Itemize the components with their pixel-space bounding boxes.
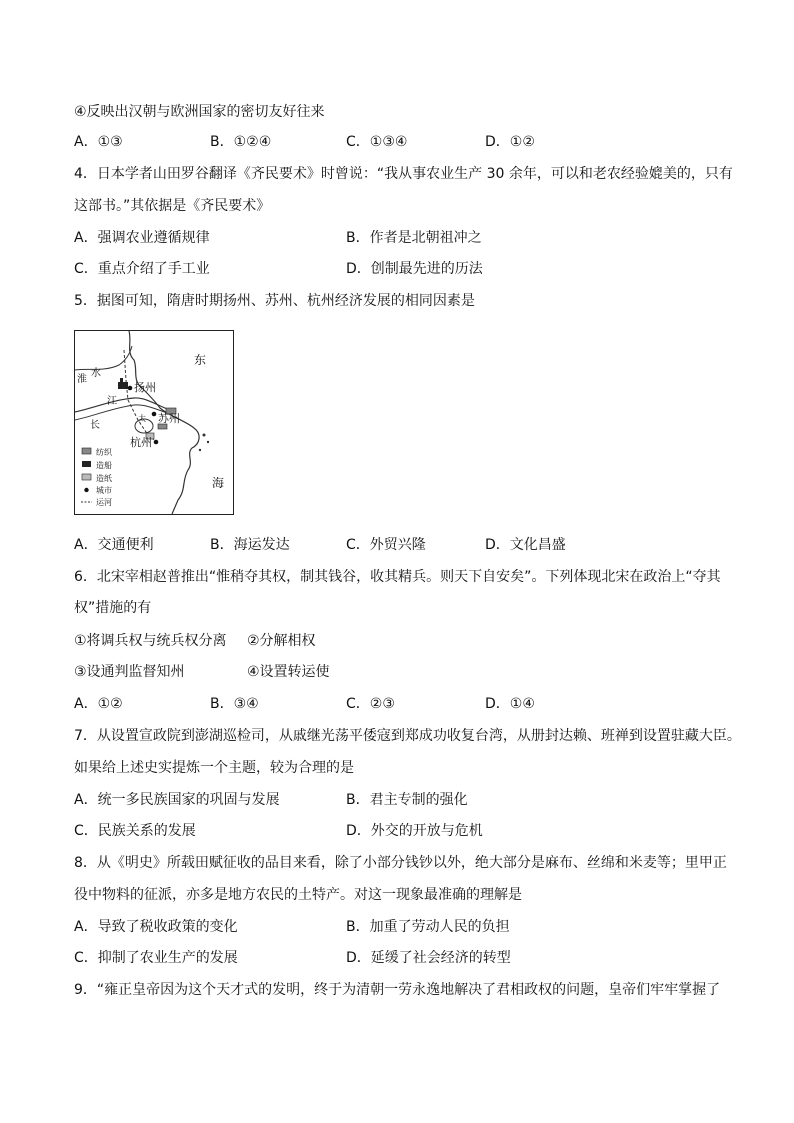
q8-option-c: C．抑制了农业生产的发展 bbox=[74, 950, 238, 966]
q7-option-a: A．统一多民族国家的巩固与发展 bbox=[74, 792, 280, 808]
q3-option-a: A．①③ bbox=[74, 134, 123, 150]
q6-option-a: A．①② bbox=[74, 696, 123, 712]
label-chang: 长 bbox=[90, 420, 100, 431]
legend-paper-icon bbox=[82, 474, 91, 480]
q3-option-d: D．①② bbox=[485, 134, 535, 150]
q8-option-b: B．加重了劳动人民的负担 bbox=[346, 919, 510, 935]
yangzhou-dot bbox=[128, 386, 133, 391]
q6-option-b: B．③④ bbox=[210, 696, 259, 712]
label-east: 东 bbox=[194, 353, 207, 367]
q6-item-3: ③设通判监督知州 bbox=[74, 664, 185, 680]
q5-option-b: B．海运发达 bbox=[210, 537, 290, 553]
q7-stem-line2: 如果给上述史实提炼一个主题，较为合理的是 bbox=[74, 760, 354, 776]
q6-item-1: ①将调兵权与统兵权分离 bbox=[74, 633, 227, 649]
legend-shipbuilding: 造船 bbox=[96, 461, 112, 470]
q3-item-4: ④反映出汉朝与欧洲国家的密切友好往来 bbox=[74, 104, 325, 120]
q7-option-c: C．民族关系的发展 bbox=[74, 823, 196, 839]
q8-option-d: D．延缓了社会经济的转型 bbox=[346, 950, 511, 966]
q6-option-d: D．①④ bbox=[485, 696, 535, 712]
q4-stem-line2: 这部书。”其依据是《齐民要术》 bbox=[74, 198, 271, 214]
label-yangzhou: 扬州 bbox=[134, 381, 156, 394]
q4-stem-line1: 4．日本学者山田罗谷翻译《齐民要术》时曾说：“我从事农业生产 30 余年，可以和老农经验媲美的，只有 bbox=[74, 166, 733, 182]
q5-option-a: A．交通便利 bbox=[74, 537, 154, 553]
label-jiang: 江 bbox=[107, 396, 117, 407]
legend-textile-icon bbox=[82, 448, 91, 454]
q5-stem: 5．据图可知，隋唐时期扬州、苏州、杭州经济发展的相同因素是 bbox=[74, 293, 475, 309]
q7-option-b: B．君主专制的强化 bbox=[346, 792, 468, 808]
legend-city-icon bbox=[84, 488, 88, 492]
q8-stem-line2: 役中物料的征派，亦多是地方农民的土特产。对这一现象最准确的理解是 bbox=[74, 887, 522, 903]
label-huai: 淮 bbox=[77, 374, 87, 385]
label-sea: 海 bbox=[212, 476, 225, 490]
q9-stem-line1: 9．“雍正皇帝因为这个天才式的发明，终于为清朝一劳永逸地解决了君相政权的问题，皇帝们牢牢掌握了 bbox=[74, 982, 721, 998]
q5-map bbox=[74, 330, 234, 515]
label-tai: 太 bbox=[138, 414, 146, 423]
q6-option-c: C．②③ bbox=[346, 696, 395, 712]
q4-option-b: B．作者是北朝祖冲之 bbox=[346, 230, 482, 246]
legend-city: 城市 bbox=[96, 486, 112, 495]
legend-shipbuilding-icon bbox=[82, 461, 91, 467]
q6-stem-line2: 权”措施的有 bbox=[74, 600, 152, 616]
q5-option-d: D．文化昌盛 bbox=[485, 537, 566, 553]
q4-option-d: D．创制最先进的历法 bbox=[346, 261, 483, 277]
legend-textile: 纺织 bbox=[96, 448, 112, 457]
q6-item-2: ②分解相权 bbox=[247, 633, 316, 649]
q7-stem-line1: 7．从设置宣政院到澎湖巡检司，从戚继光荡平倭寇到郑成功收复台湾，从册封达赖、班禅到设置驻藏大臣。 bbox=[74, 728, 741, 744]
suzhou-dot bbox=[152, 412, 157, 417]
q5-option-c: C．外贸兴隆 bbox=[346, 537, 426, 553]
q7-option-d: D．外交的开放与危机 bbox=[346, 823, 483, 839]
q4-option-c: C．重点介绍了手工业 bbox=[74, 261, 210, 277]
q8-stem-line1: 8．从《明史》所载田赋征收的品目来看，除了小部分钱钞以外，绝大部分是麻布、丝绵和米麦等；里甲正 bbox=[74, 855, 727, 871]
legend-paper: 造纸 bbox=[96, 474, 112, 483]
q3-option-c: C．①③④ bbox=[346, 134, 408, 150]
q8-option-a: A．导致了税收政策的变化 bbox=[74, 919, 238, 935]
legend-canal: 运河 bbox=[96, 498, 112, 507]
label-hangzhou: 杭州 bbox=[130, 436, 152, 449]
q6-item-4: ④设置转运使 bbox=[247, 664, 330, 680]
label-suzhou: 苏州 bbox=[158, 412, 180, 425]
hangzhou-dot bbox=[154, 440, 159, 445]
q4-option-a: A．强调农业遵循规律 bbox=[74, 230, 210, 246]
q6-stem-line1: 6．北宋宰相赵普推出“惟稍夺其权，制其钱谷，收其精兵。则天下自安矣”。下列体现北宋在政治上“夺其 bbox=[74, 569, 721, 585]
q3-option-b: B．①②④ bbox=[210, 134, 272, 150]
label-shui: 水 bbox=[91, 368, 101, 379]
